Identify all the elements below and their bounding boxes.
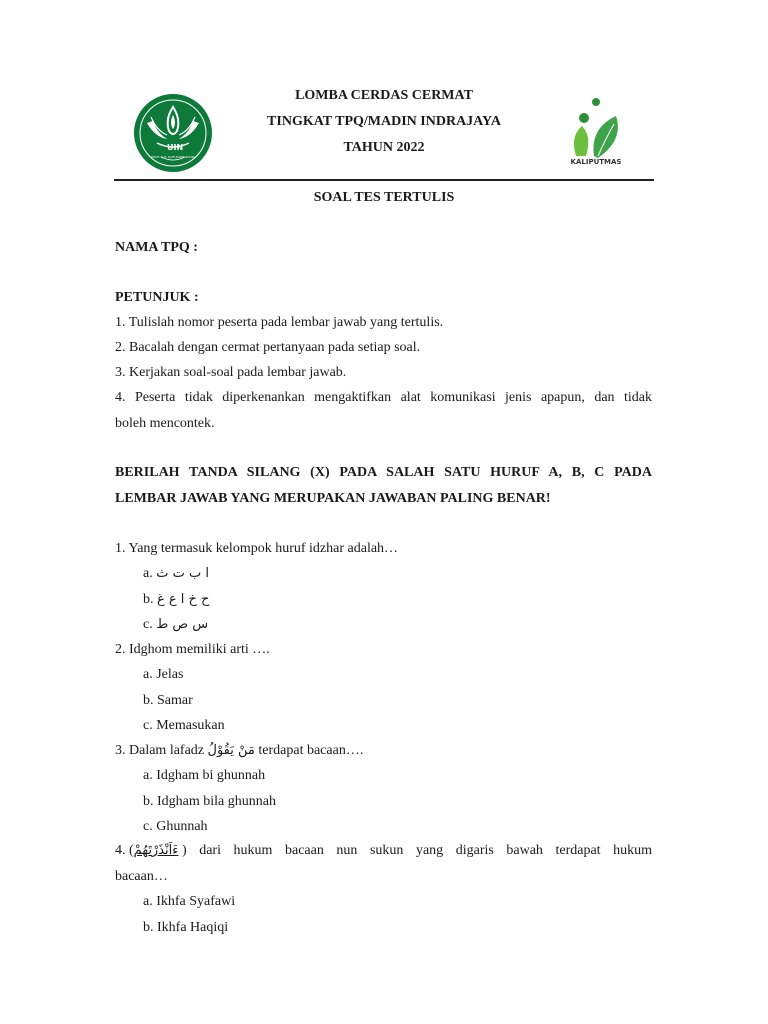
instruction-line2: LEMBAR JAWAB YANG MERUPAKAN JAWABAN PALING BENAR! bbox=[115, 491, 551, 506]
question-1-option-c bbox=[143, 617, 208, 633]
question-2-option-a bbox=[143, 667, 183, 683]
question-3-option-b bbox=[143, 794, 276, 810]
question-4-lead bbox=[115, 843, 178, 859]
header-title-line1: LOMBA CERDAS CERMAT bbox=[295, 88, 473, 103]
question-3 bbox=[115, 743, 363, 759]
question-3-option-a bbox=[143, 768, 265, 784]
option-label: a. bbox=[143, 566, 153, 581]
option-label: a. bbox=[143, 894, 153, 909]
question-1: 1. Yang termasuk kelompok huruf idzhar adalah… bbox=[115, 541, 399, 556]
option-text: Ghunnah bbox=[156, 819, 208, 834]
option-label: b. bbox=[143, 794, 154, 809]
instruction-line1: BERILAH TANDA SILANG (X) PADA SALAH SATU HURUF A, B, C PADA bbox=[115, 465, 652, 480]
option-text: س ص ط bbox=[156, 617, 209, 632]
option-label: c. bbox=[143, 718, 153, 733]
question-4-option-a bbox=[143, 894, 235, 910]
option-text: ح خ ا ع غ bbox=[157, 592, 210, 607]
petunjuk-item: 4. Peserta tidak diperkenankan mengaktifkan alat komunikasi jenis apapun, dan tidak bbox=[115, 390, 652, 405]
option-text: Memasukan bbox=[156, 718, 225, 733]
option-text: Jelas bbox=[156, 667, 184, 682]
header-divider bbox=[114, 179, 654, 181]
question-2: 2. Idghom memiliki arti …. bbox=[115, 642, 270, 657]
header-title-line3: TAHUN 2022 bbox=[343, 140, 425, 155]
option-label: c. bbox=[143, 819, 153, 834]
option-label: b. bbox=[143, 693, 154, 708]
question-4-prefix: 4. ( bbox=[115, 843, 134, 858]
petunjuk-heading: PETUNJUK : bbox=[115, 290, 199, 305]
option-label: b. bbox=[143, 920, 154, 935]
question-3-suffix: terdapat bacaan…. bbox=[258, 743, 364, 758]
option-text: Ikhfa Syafawi bbox=[156, 894, 236, 909]
question-2-option-b bbox=[143, 693, 193, 709]
kaliputmas-logo-text: KALIPUTMAS bbox=[570, 158, 622, 166]
uin-logo bbox=[133, 93, 213, 173]
question-1-option-a bbox=[143, 566, 209, 582]
question-4-option-b bbox=[143, 920, 228, 936]
question-4 bbox=[115, 843, 652, 859]
uin-logo-subtext: PROF. K.H. SAIFUDDIN ZUHRI bbox=[151, 156, 195, 159]
option-text: Idgham bi ghunnah bbox=[156, 768, 266, 783]
question-3-option-c bbox=[143, 819, 208, 835]
kaliputmas-logo bbox=[564, 96, 628, 176]
uin-emblem-icon bbox=[133, 93, 213, 173]
question-4-continuation: bacaan… bbox=[115, 869, 168, 884]
petunjuk-item: 1. Tulislah nomor peserta pada lembar jawab yang tertulis. bbox=[115, 315, 444, 330]
question-1-option-b bbox=[143, 592, 209, 608]
petunjuk-item: 2. Bacalah dengan cermat pertanyaan pada setiap soal. bbox=[115, 340, 421, 355]
petunjuk-item: boleh mencontek. bbox=[115, 416, 215, 431]
header-title-line2: TINGKAT TPQ/MADIN INDRAJAYA bbox=[267, 114, 501, 129]
option-label: a. bbox=[143, 768, 153, 783]
question-4-suffix: ) dari hukum bacaan nun sukun yang digaris bawah terdapat hukum bbox=[182, 843, 652, 858]
page-title: SOAL TES TERTULIS bbox=[313, 190, 455, 205]
petunjuk-item: 3. Kerjakan soal-soal pada lembar jawab. bbox=[115, 365, 347, 380]
option-text: ا ب ت ث bbox=[156, 566, 209, 581]
question-4-arabic: ءَاَنْذَرْتَهُمْ bbox=[133, 843, 179, 858]
uin-logo-text: UIN bbox=[167, 143, 184, 152]
option-label: c. bbox=[143, 617, 153, 632]
question-3-arabic: مَنْ يَقُوْلُ bbox=[207, 743, 255, 758]
nama-tpq-label: NAMA TPQ : bbox=[115, 240, 198, 255]
option-text: Samar bbox=[157, 693, 193, 708]
option-text: Ikhfa Haqiqi bbox=[157, 920, 229, 935]
option-label: b. bbox=[143, 592, 154, 607]
option-text: Idgham bila ghunnah bbox=[157, 794, 276, 809]
option-label: a. bbox=[143, 667, 153, 682]
question-2-option-c bbox=[143, 718, 225, 734]
question-3-prefix: 3. Dalam lafadz bbox=[115, 743, 205, 758]
leaf-figures-icon bbox=[564, 96, 628, 162]
